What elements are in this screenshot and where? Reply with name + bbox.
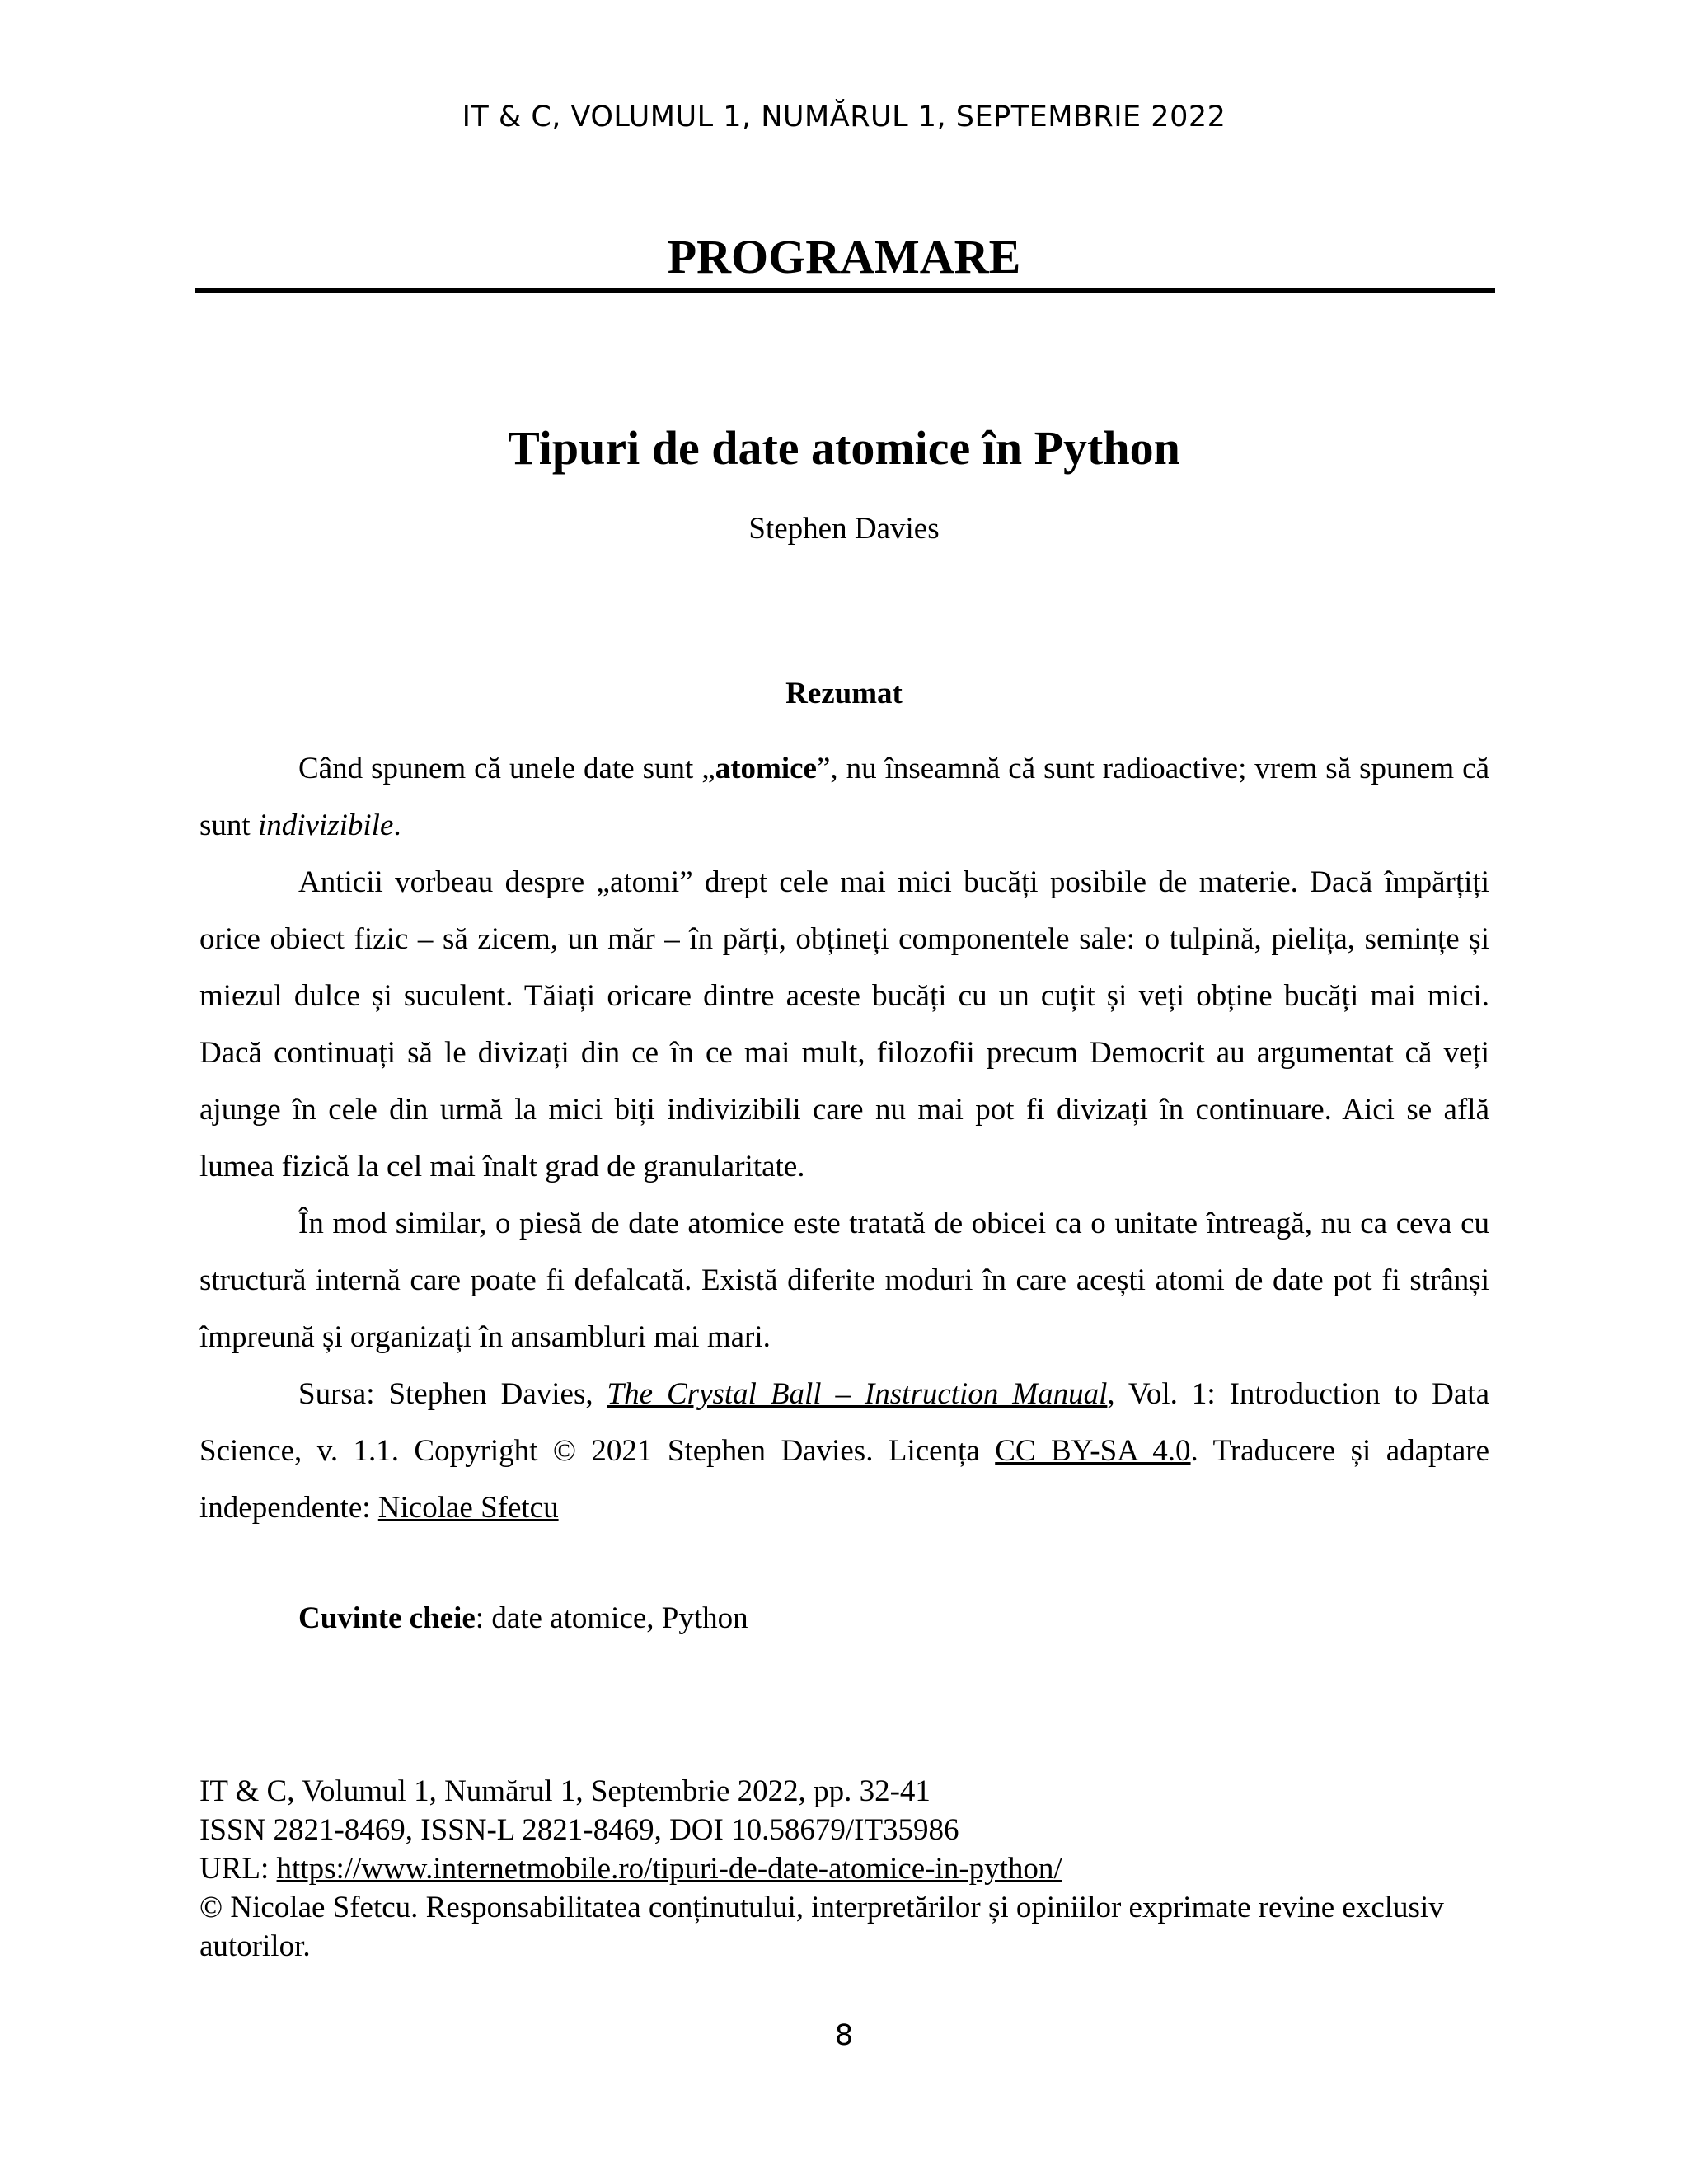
citation-line: IT & C, Volumul 1, Numărul 1, Septembrie 2022, pp. 32-41 [199,1774,931,1808]
keywords [298,1599,748,1638]
source-book-link[interactable] [607,1377,1108,1411]
page-number: 8 [834,2019,854,2052]
abstract-source-paragraph [199,1366,1489,1536]
abstract-body [199,740,1489,1536]
abstract-paragraph-1 [199,740,1489,854]
translator-link[interactable]: Nicolae Sfetcu [377,1491,559,1525]
article-author: Stephen Davies [748,512,940,546]
article-url-link[interactable]: https://www.internetmobile.ro/tipuri-de-date-atomice-in-python/ [276,1852,1062,1886]
keywords-values: date atomice, Python [491,1601,748,1635]
keywords-label: Cuvinte cheie [298,1601,476,1635]
abstract-p1-italic-term: indivizibile [257,808,394,842]
source-book-title: The Crystal Ball – Instruction Manual [607,1377,1108,1411]
section-title: PROGRAMARE [667,230,1021,284]
license-link[interactable]: CC BY-SA 4.0 [995,1434,1191,1468]
url-line [199,1849,1502,1888]
abstract-p1-text-c: . [393,808,401,842]
running-header: IT & C, VOLUMUL 1, NUMĂRUL 1, SEPTEMBRIE 2022 [462,101,1226,134]
source-middle: , Vol. 1: Introduction to Data Science, v. 1.1. Copyright © 2021 Stephen Davies. Licența [199,1377,1489,1468]
abstract-p1-text-a: Când spunem că unele date sunt „ [298,752,715,785]
abstract-heading: Rezumat [785,677,903,710]
copyright-line: © Nicolae Sfetcu. Responsabilitatea conținutului, interpretărilor și opiniilor exprimate revine exclusiv autorilor. [199,1891,1444,1963]
abstract-paragraph-2: Anticii vorbeau despre „atomi” drept cele mai mici bucăți posibile de materie. Dacă împărțiți orice obiect fizic – să zicem, un măr – în părți, obțineți componentele sale: o tulpină, pielița, semințe și miezul dulce și suculent. Tăiați oricare dintre aceste bucăți cu un cuțit și veți obține bucăți mai mici. Dacă continuați să le divizați din ce în ce mai mult, filozofii precum Democrit au argumentat că veți ajunge în cele din urmă la mici biți indivizibili care nu mai pot fi divizați în continuare. Aici se află lumea fizică la cel mai înalt grad de granularitate. [199,865,1489,1183]
url-label: URL: [199,1852,277,1886]
publication-meta [199,1772,1502,1966]
article-title: Tipuri de date atomice în Python [508,421,1180,475]
abstract-p1-text-b: ”, nu înseamnă că sunt radioactive; vrem să spunem că sunt [199,752,1489,842]
abstract-paragraph-3: În mod similar, o piesă de date atomice este tratată de obicei ca o unitate întreagă, nu ca ceva cu structură internă care poate fi defalcată. Există diferite moduri în care acești atomi de date pot fi strânși împreună și organizați în ansambluri mai mari. [199,1207,1489,1354]
keywords-separator: : [475,1601,492,1635]
issn-line: ISSN 2821-8469, ISSN-L 2821-8469, DOI 10.58679/IT35986 [199,1813,959,1847]
section-divider [195,288,1495,293]
source-after-license: . Traducere și adaptare independente: [199,1434,1489,1525]
source-prefix: Sursa: Stephen Davies, [298,1377,607,1411]
abstract-p1-bold-term: atomice [715,752,817,785]
